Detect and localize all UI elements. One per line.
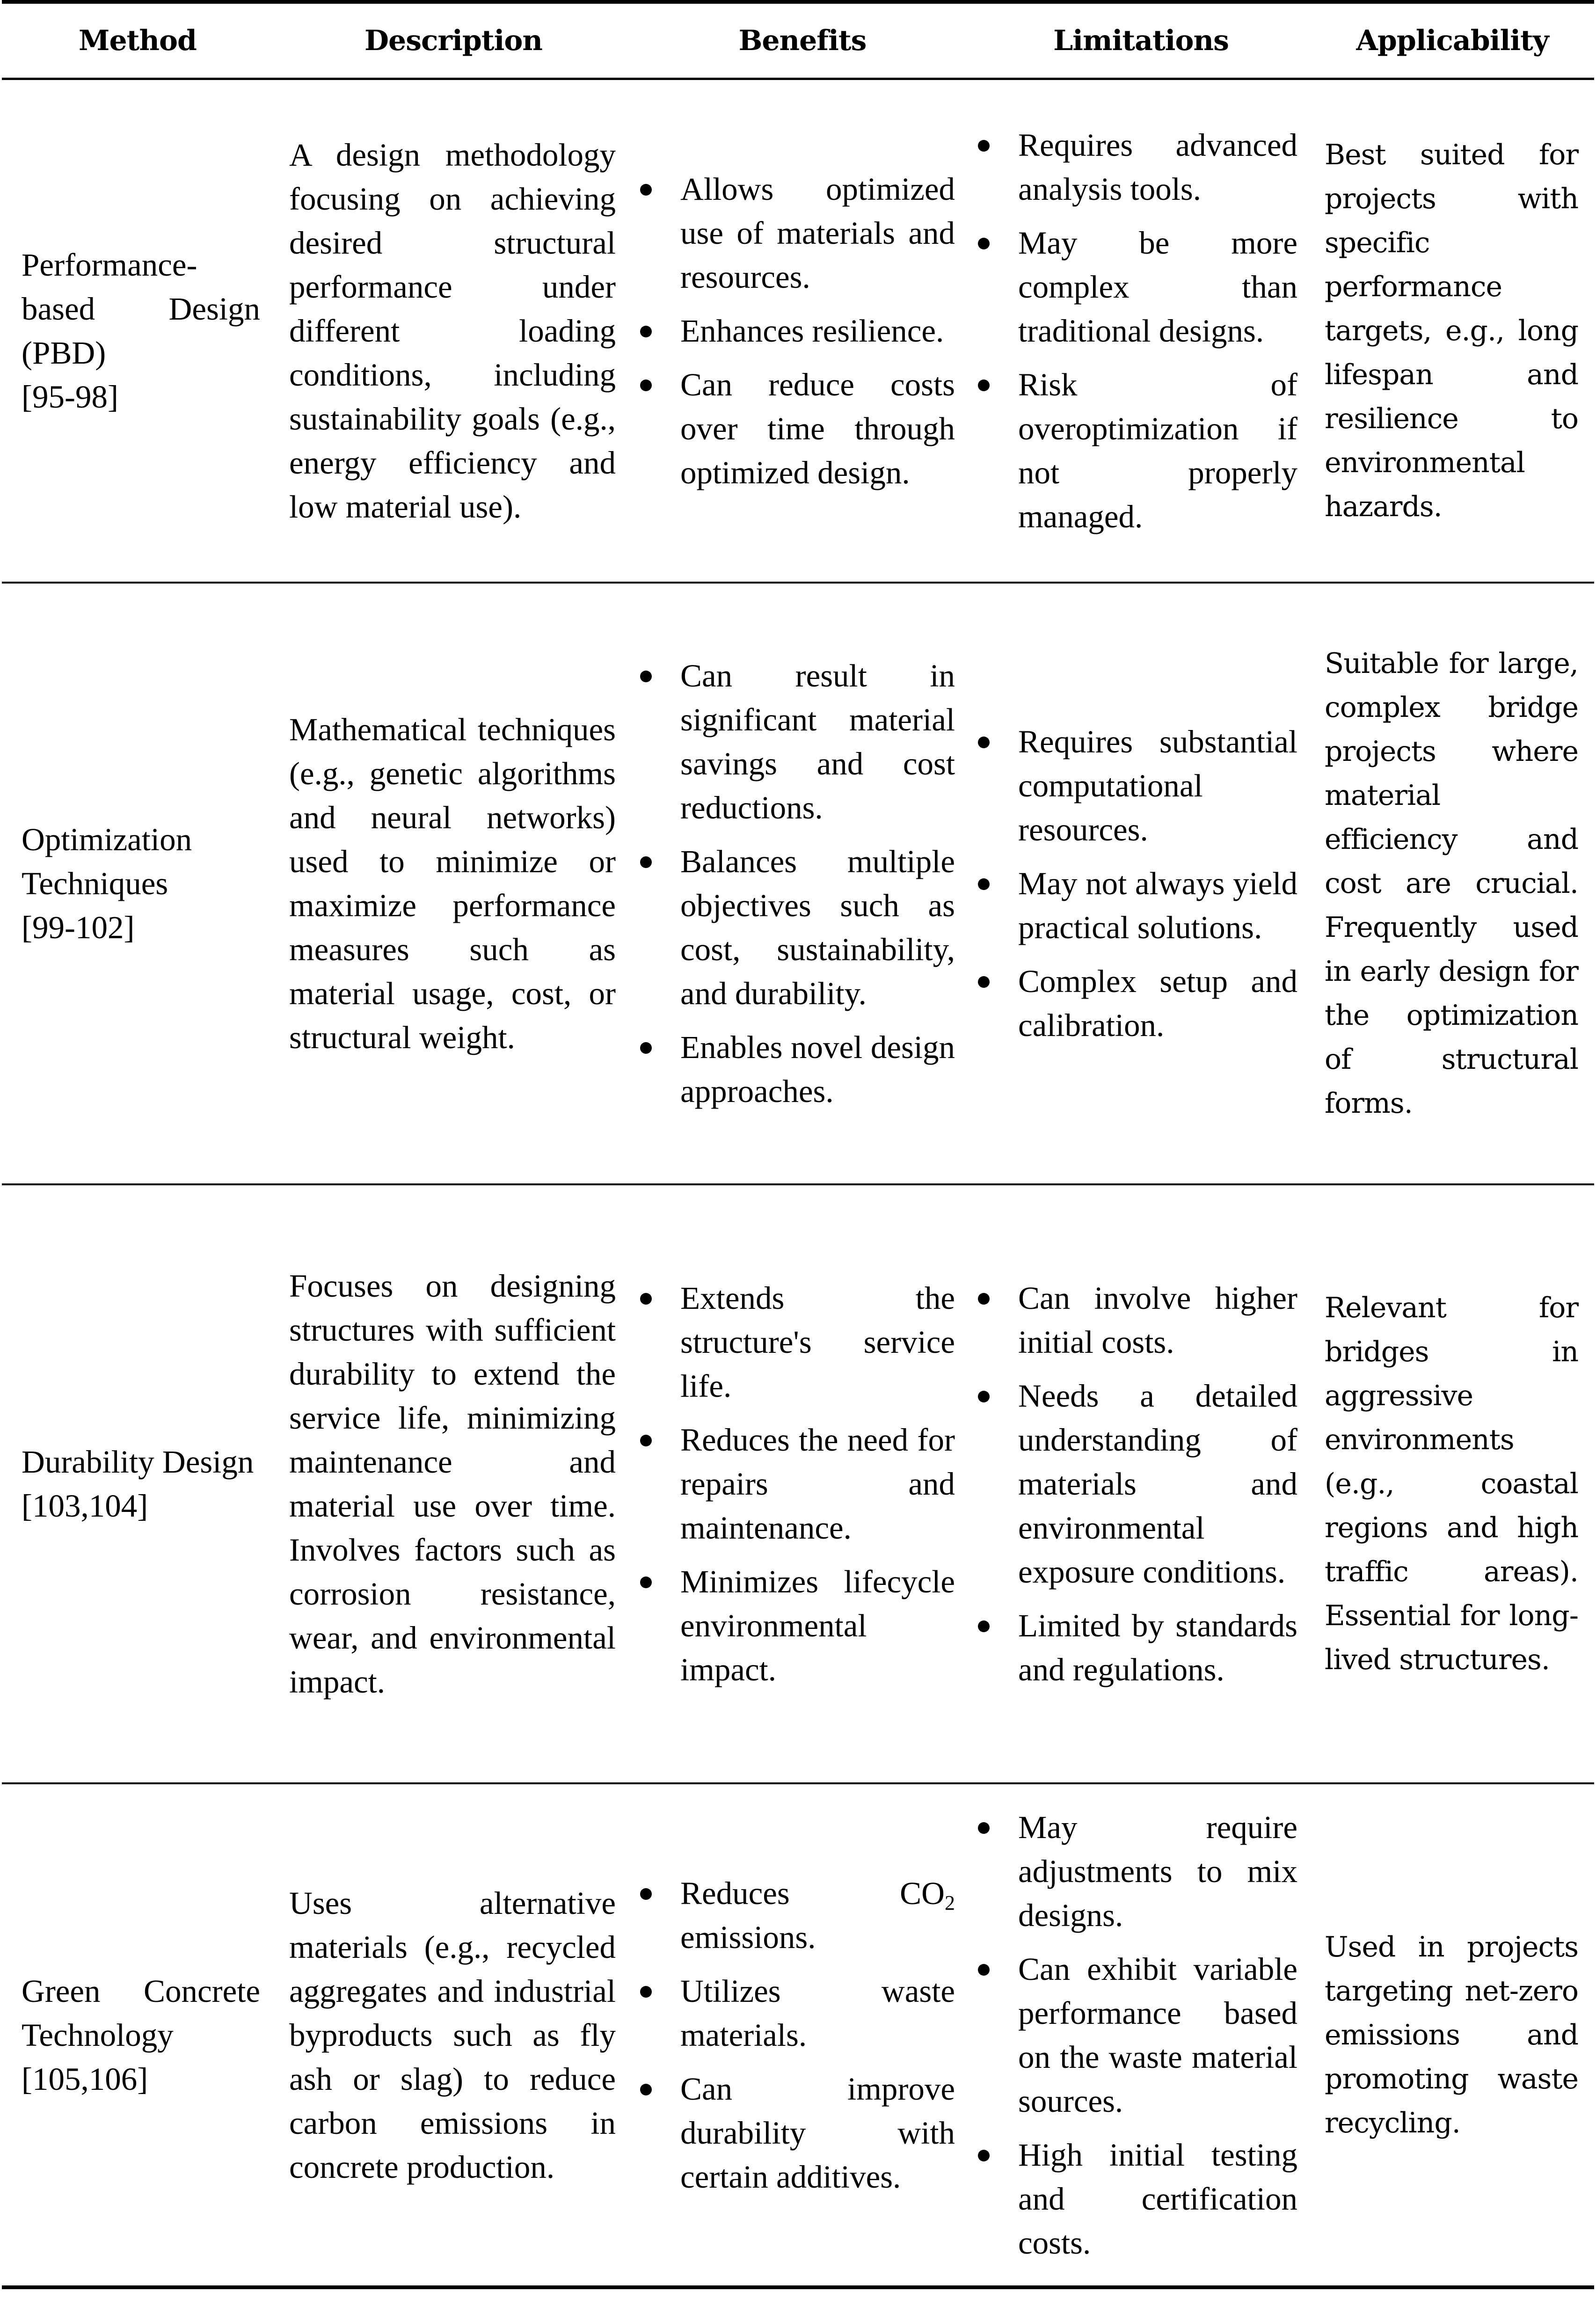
limitations-cell — [971, 1184, 1311, 1783]
list-item: Can improve durability with certain additives. — [634, 2067, 955, 2199]
benefits-list — [634, 654, 955, 1113]
comparison-table-container — [2, 0, 1594, 2289]
bullet-icon — [640, 184, 652, 196]
bullet-icon — [978, 976, 990, 988]
bullet-icon — [640, 1042, 652, 1054]
list-item: Reduces $CO_2$ emissions. — [634, 1871, 955, 1959]
bullet-icon — [640, 1888, 652, 1900]
limitations-cell — [971, 1783, 1311, 2287]
benefits-cell — [634, 79, 971, 583]
bullet-icon — [640, 856, 652, 868]
method-reference: [105,106] — [22, 2061, 148, 2097]
method-reference: [103,104] — [22, 1488, 148, 1524]
description-cell: Mathematical techniques (e.g., genetic algorithms and neural networks) used to minimize or maximize performance measures such as material usage, cost, or structural weight. — [273, 583, 634, 1184]
header-applicability: Applicability — [1311, 2, 1594, 79]
method-reference: [99-102] — [22, 910, 135, 945]
description-cell: A design methodology focusing on achieving desired structural performance under different loading conditions, including sustainability goals (e.g., energy efficiency and low material use). — [273, 79, 634, 583]
bullet-icon — [640, 1293, 652, 1305]
list-item: Enhances resilience. — [634, 309, 955, 353]
method-name: Durability Design — [22, 1444, 254, 1480]
list-item: Limited by standards and regulations. — [971, 1604, 1297, 1692]
applicability-cell: Best suited for projects with specific performance targets, e.g., long lifespan and resilience to environmental hazards. — [1311, 79, 1594, 583]
header-limitations: Limitations — [971, 2, 1311, 79]
applicability-cell: Relevant for bridges in aggressive environments (e.g., coastal regions and high traffic areas). Essential for long-lived structures. — [1311, 1184, 1594, 1783]
bullet-icon — [978, 1293, 990, 1305]
bullet-icon — [978, 1620, 990, 1632]
bullet-icon — [640, 671, 652, 682]
bullet-icon — [978, 140, 990, 152]
header-benefits: Benefits — [634, 2, 971, 79]
list-item: Complex setup and calibration. — [971, 959, 1297, 1047]
list-item: Utilizes waste materials. — [634, 1969, 955, 2057]
bullet-icon — [640, 380, 652, 391]
bullet-icon — [978, 380, 990, 391]
description-cell: Focuses on designing structures with sufficient durability to extend the service life, minimizing maintenance and material use over time. Involves factors such as corrosion resistance, wear, and environmental impact. — [273, 1184, 634, 1783]
list-item: High initial testing and certification costs. — [971, 2133, 1297, 2265]
applicability-cell: Suitable for large, complex bridge projects where material efficiency and cost are crucial. Frequently used in early design for the optimization of structural forms. — [1311, 583, 1594, 1184]
method-cell — [2, 1184, 273, 1783]
limitations-cell — [971, 79, 1311, 583]
benefits-cell — [634, 1783, 971, 2287]
benefits-cell — [634, 583, 971, 1184]
table-row — [2, 1783, 1594, 2287]
list-item: Requires substantial computational resources. — [971, 720, 1297, 852]
limitations-list — [971, 720, 1297, 1047]
benefits-list — [634, 1276, 955, 1692]
list-item: Can reduce costs over time through optimized design. — [634, 363, 955, 495]
bullet-icon — [640, 1435, 652, 1446]
bullet-icon — [640, 1576, 652, 1588]
table-row — [2, 583, 1594, 1184]
bullet-icon — [640, 326, 652, 337]
subscript: 2 — [945, 1891, 955, 1914]
bullet-icon — [978, 737, 990, 748]
bullet-icon — [978, 1391, 990, 1402]
limitations-list — [971, 123, 1297, 539]
bullet-icon — [978, 1822, 990, 1834]
list-item: May require adjustments to mix designs. — [971, 1805, 1297, 1937]
bullet-icon — [978, 878, 990, 890]
applicability-cell: Used in projects targeting net-zero emissions and promoting waste recycling. — [1311, 1783, 1594, 2287]
list-item: Balances multiple objectives such as cost, sustainability, and durability. — [634, 839, 955, 1015]
bullet-icon — [978, 1964, 990, 1976]
limitations-list — [971, 1276, 1297, 1692]
list-item: Can result in significant material savings and cost reductions. — [634, 654, 955, 830]
table-body — [2, 79, 1594, 2287]
list-item: Risk of overoptimization if not properly managed. — [971, 363, 1297, 539]
list-item: Needs a detailed understanding of materials and environmental exposure conditions. — [971, 1374, 1297, 1594]
list-item: Can exhibit variable performance based on the waste material sources. — [971, 1947, 1297, 2123]
list-item: Enables novel design approaches. — [634, 1025, 955, 1113]
bullet-icon — [978, 2150, 990, 2161]
method-cell — [2, 79, 273, 583]
header-method: Method — [2, 2, 273, 79]
list-item: Extends the structure's service life. — [634, 1276, 955, 1408]
list-item: Reduces the need for repairs and maintenance. — [634, 1418, 955, 1550]
method-name: Performance-based Design (PBD) — [22, 247, 260, 371]
bullet-icon — [640, 2084, 652, 2095]
table-header — [2, 2, 1594, 79]
table-row — [2, 79, 1594, 583]
benefits-list — [634, 167, 955, 495]
list-item: May not always yield practical solutions. — [971, 861, 1297, 949]
benefits-list — [634, 1871, 955, 2199]
list-item: Requires advanced analysis tools. — [971, 123, 1297, 211]
method-reference: [95-98] — [22, 379, 118, 415]
limitations-cell — [971, 583, 1311, 1184]
list-item: Allows optimized use of materials and resources. — [634, 167, 955, 299]
description-cell: Uses alternative materials (e.g., recycled aggregates and industrial byproducts such as fly ash or slag) to reduce carbon emissions in concrete production. — [273, 1783, 634, 2287]
list-item: May be more complex than traditional designs. — [971, 221, 1297, 353]
table-row — [2, 1184, 1594, 1783]
limitations-list — [971, 1805, 1297, 2265]
design-methods-table — [2, 0, 1594, 2289]
method-name: Green Concrete Technology — [22, 1973, 260, 2053]
list-item: Minimizes lifecycle environmental impact. — [634, 1560, 955, 1692]
header-description: Description — [273, 2, 634, 79]
benefits-cell — [634, 1184, 971, 1783]
list-item: Can involve higher initial costs. — [971, 1276, 1297, 1364]
method-cell — [2, 1783, 273, 2287]
method-cell — [2, 583, 273, 1184]
bullet-icon — [640, 1986, 652, 1998]
bullet-icon — [978, 238, 990, 249]
method-name: Optimization Techniques — [22, 822, 192, 901]
header-row — [2, 2, 1594, 79]
